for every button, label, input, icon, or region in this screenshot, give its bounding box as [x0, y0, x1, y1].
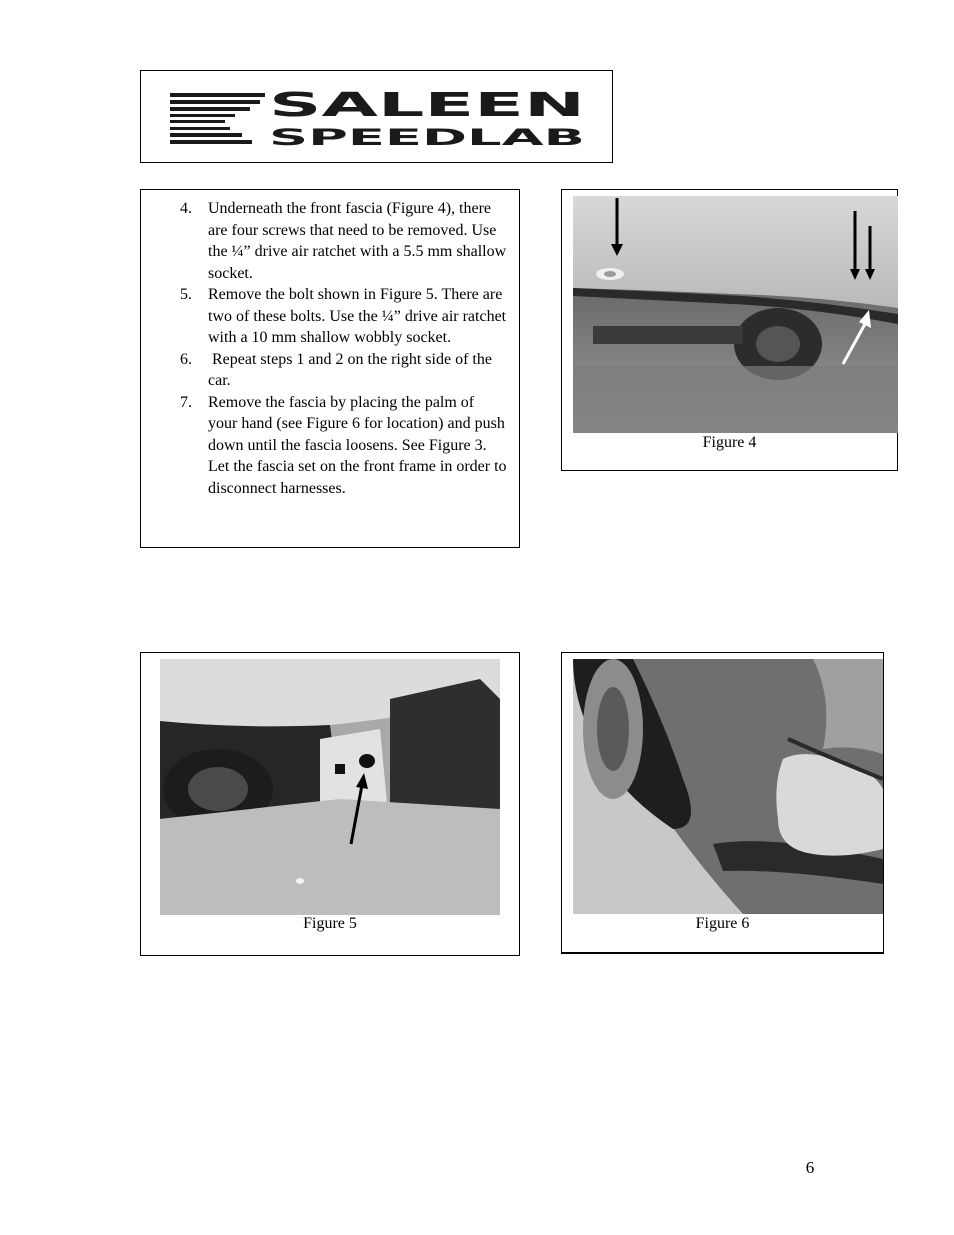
step-number: 5. — [180, 286, 192, 303]
figure-6-caption: Figure 6 — [695, 915, 750, 932]
step-text: Remove the fascia by placing the palm of your hand (see Figure 6 for location) and push down until the fascia loosens. See Figure 3. Let the fascia set on the front frame in order to disconnect harnesses. — [208, 393, 507, 497]
instructions-box — [140, 189, 520, 548]
figure-4-caption: Figure 4 — [702, 434, 757, 451]
saleen-speedlab-logo — [141, 71, 612, 162]
step-text: Repeat steps 1 and 2 on the right side of the car. — [208, 350, 496, 389]
figure-5-photo — [160, 659, 500, 915]
logo-stripes — [170, 93, 265, 144]
figure-6-box — [561, 652, 884, 954]
logo-subbrand-text: SPEEDLAB — [269, 126, 585, 151]
step-number: 7. — [180, 393, 192, 411]
figure-5-caption: Figure 5 — [303, 915, 357, 932]
figure-4-box — [561, 189, 898, 471]
logo-box — [140, 70, 613, 163]
step-text: Remove the bolt shown in Figure 5. There are two of these bolts. Use the ¼” drive air ratchet with a 10 mm shallow wobbly socket. — [208, 286, 507, 346]
figure-6-photo — [573, 659, 883, 914]
step-number: 4. — [180, 200, 192, 217]
step-text: Underneath the front fascia (Figure 4), there are four screws that need to be removed. Use the ¼” drive air ratchet with a 5.5 mm shallow socket. — [208, 200, 507, 282]
step-item — [141, 198, 519, 284]
step-item — [141, 392, 519, 500]
figure-5-box — [140, 652, 520, 956]
step-number: 6. — [180, 350, 192, 368]
instruction-steps — [141, 198, 519, 499]
figure-4-photo — [573, 196, 898, 433]
logo-brand-text: SALEEN — [269, 85, 585, 124]
step-item — [141, 284, 519, 349]
step-item — [141, 349, 519, 392]
page-number: 6 — [805, 1158, 815, 1177]
